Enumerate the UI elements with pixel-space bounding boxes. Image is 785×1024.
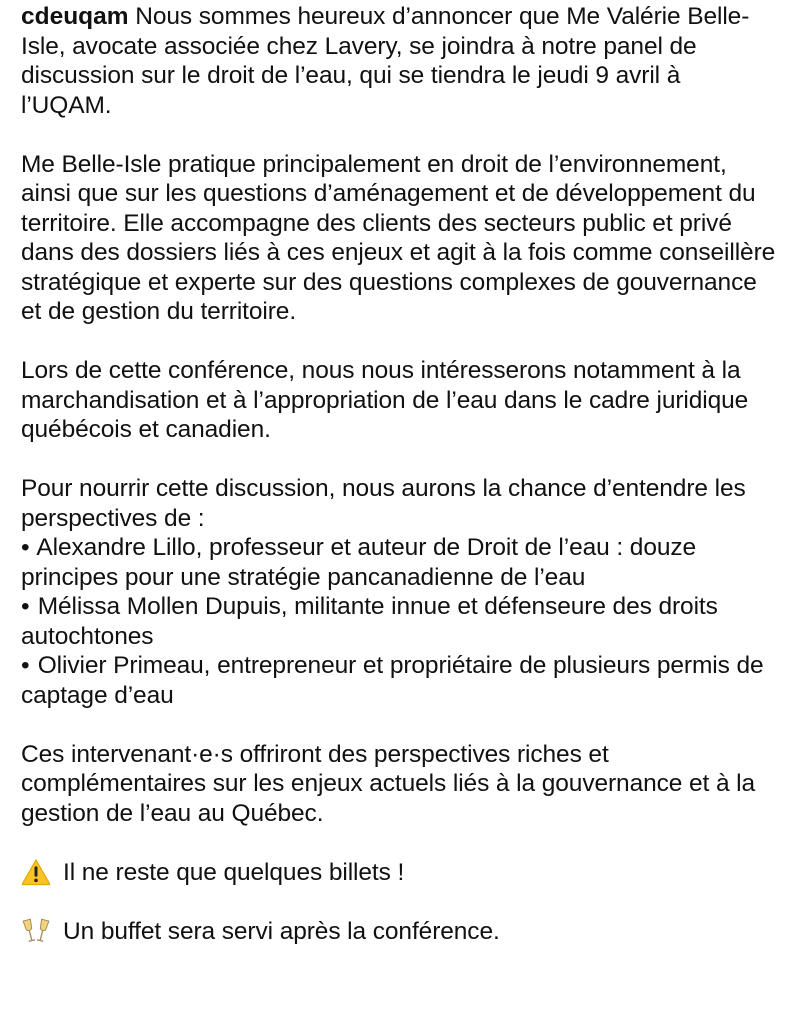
speaker-text: Olivier Primeau, entrepreneur et propriétaire de plusieurs permis de captage d’eau	[21, 652, 764, 709]
speakers-section	[21, 474, 776, 710]
intro-text: Nous sommes heureux d’annoncer que Me Valérie Belle-Isle, avocate associée chez Lavery, se joindra à notre panel de discussion sur le droit de l’eau, qui se tiendra le jeudi 9 avril à l’UQAM.	[21, 3, 750, 119]
tickets-note	[21, 858, 776, 888]
post-caption	[21, 2, 776, 946]
caption-intro-paragraph	[21, 2, 776, 120]
speaker-list-item	[21, 533, 776, 592]
speakers-intro: Pour nourrir cette discussion, nous aurons la chance d’entendre les perspectives de :	[21, 475, 746, 532]
speaker-list-item	[21, 592, 776, 651]
bullet-icon: •	[21, 593, 30, 620]
speaker-text: Mélissa Mollen Dupuis, militante innue et défenseure des droits autochtones	[21, 593, 718, 650]
buffet-note-text: Un buffet sera servi après la conférence.	[63, 917, 500, 945]
topic-paragraph: Lors de cette conférence, nous nous intéresserons notamment à la marchandisation et à l’appropriation de l’eau dans le cadre juridique québécois et canadien.	[21, 357, 749, 443]
speaker-list-item	[21, 651, 776, 710]
warning-icon	[21, 858, 51, 886]
closing-paragraph: Ces intervenant·e·s offriront des perspectives riches et complémentaires sur les enjeux actuels liés à la gouvernance et à la gestion de l’eau au Québec.	[21, 740, 756, 827]
bullet-icon: •	[21, 652, 30, 679]
username-link[interactable]: cdeuqam	[21, 3, 129, 30]
buffet-note	[21, 917, 776, 947]
bio-paragraph: Me Belle-Isle pratique principalement en droit de l’environnement, ainsi que sur les questions d’aménagement et de développement du territoire. Elle accompagne des clients des secteurs public et privé dans des dossiers liés à ces enjeux et agit à la fois comme conseillère stratégique et experte sur des questions complexes de gouvernance et de gestion du territoire.	[21, 150, 776, 325]
tickets-note-text: Il ne reste que quelques billets !	[63, 858, 405, 886]
bullet-icon: •	[21, 534, 30, 561]
speaker-text: Alexandre Lillo, professeur et auteur de Droit de l’eau : douze principes pour une stratégie pancanadienne de l’eau	[21, 534, 697, 591]
champagne-glasses-icon	[21, 917, 51, 945]
